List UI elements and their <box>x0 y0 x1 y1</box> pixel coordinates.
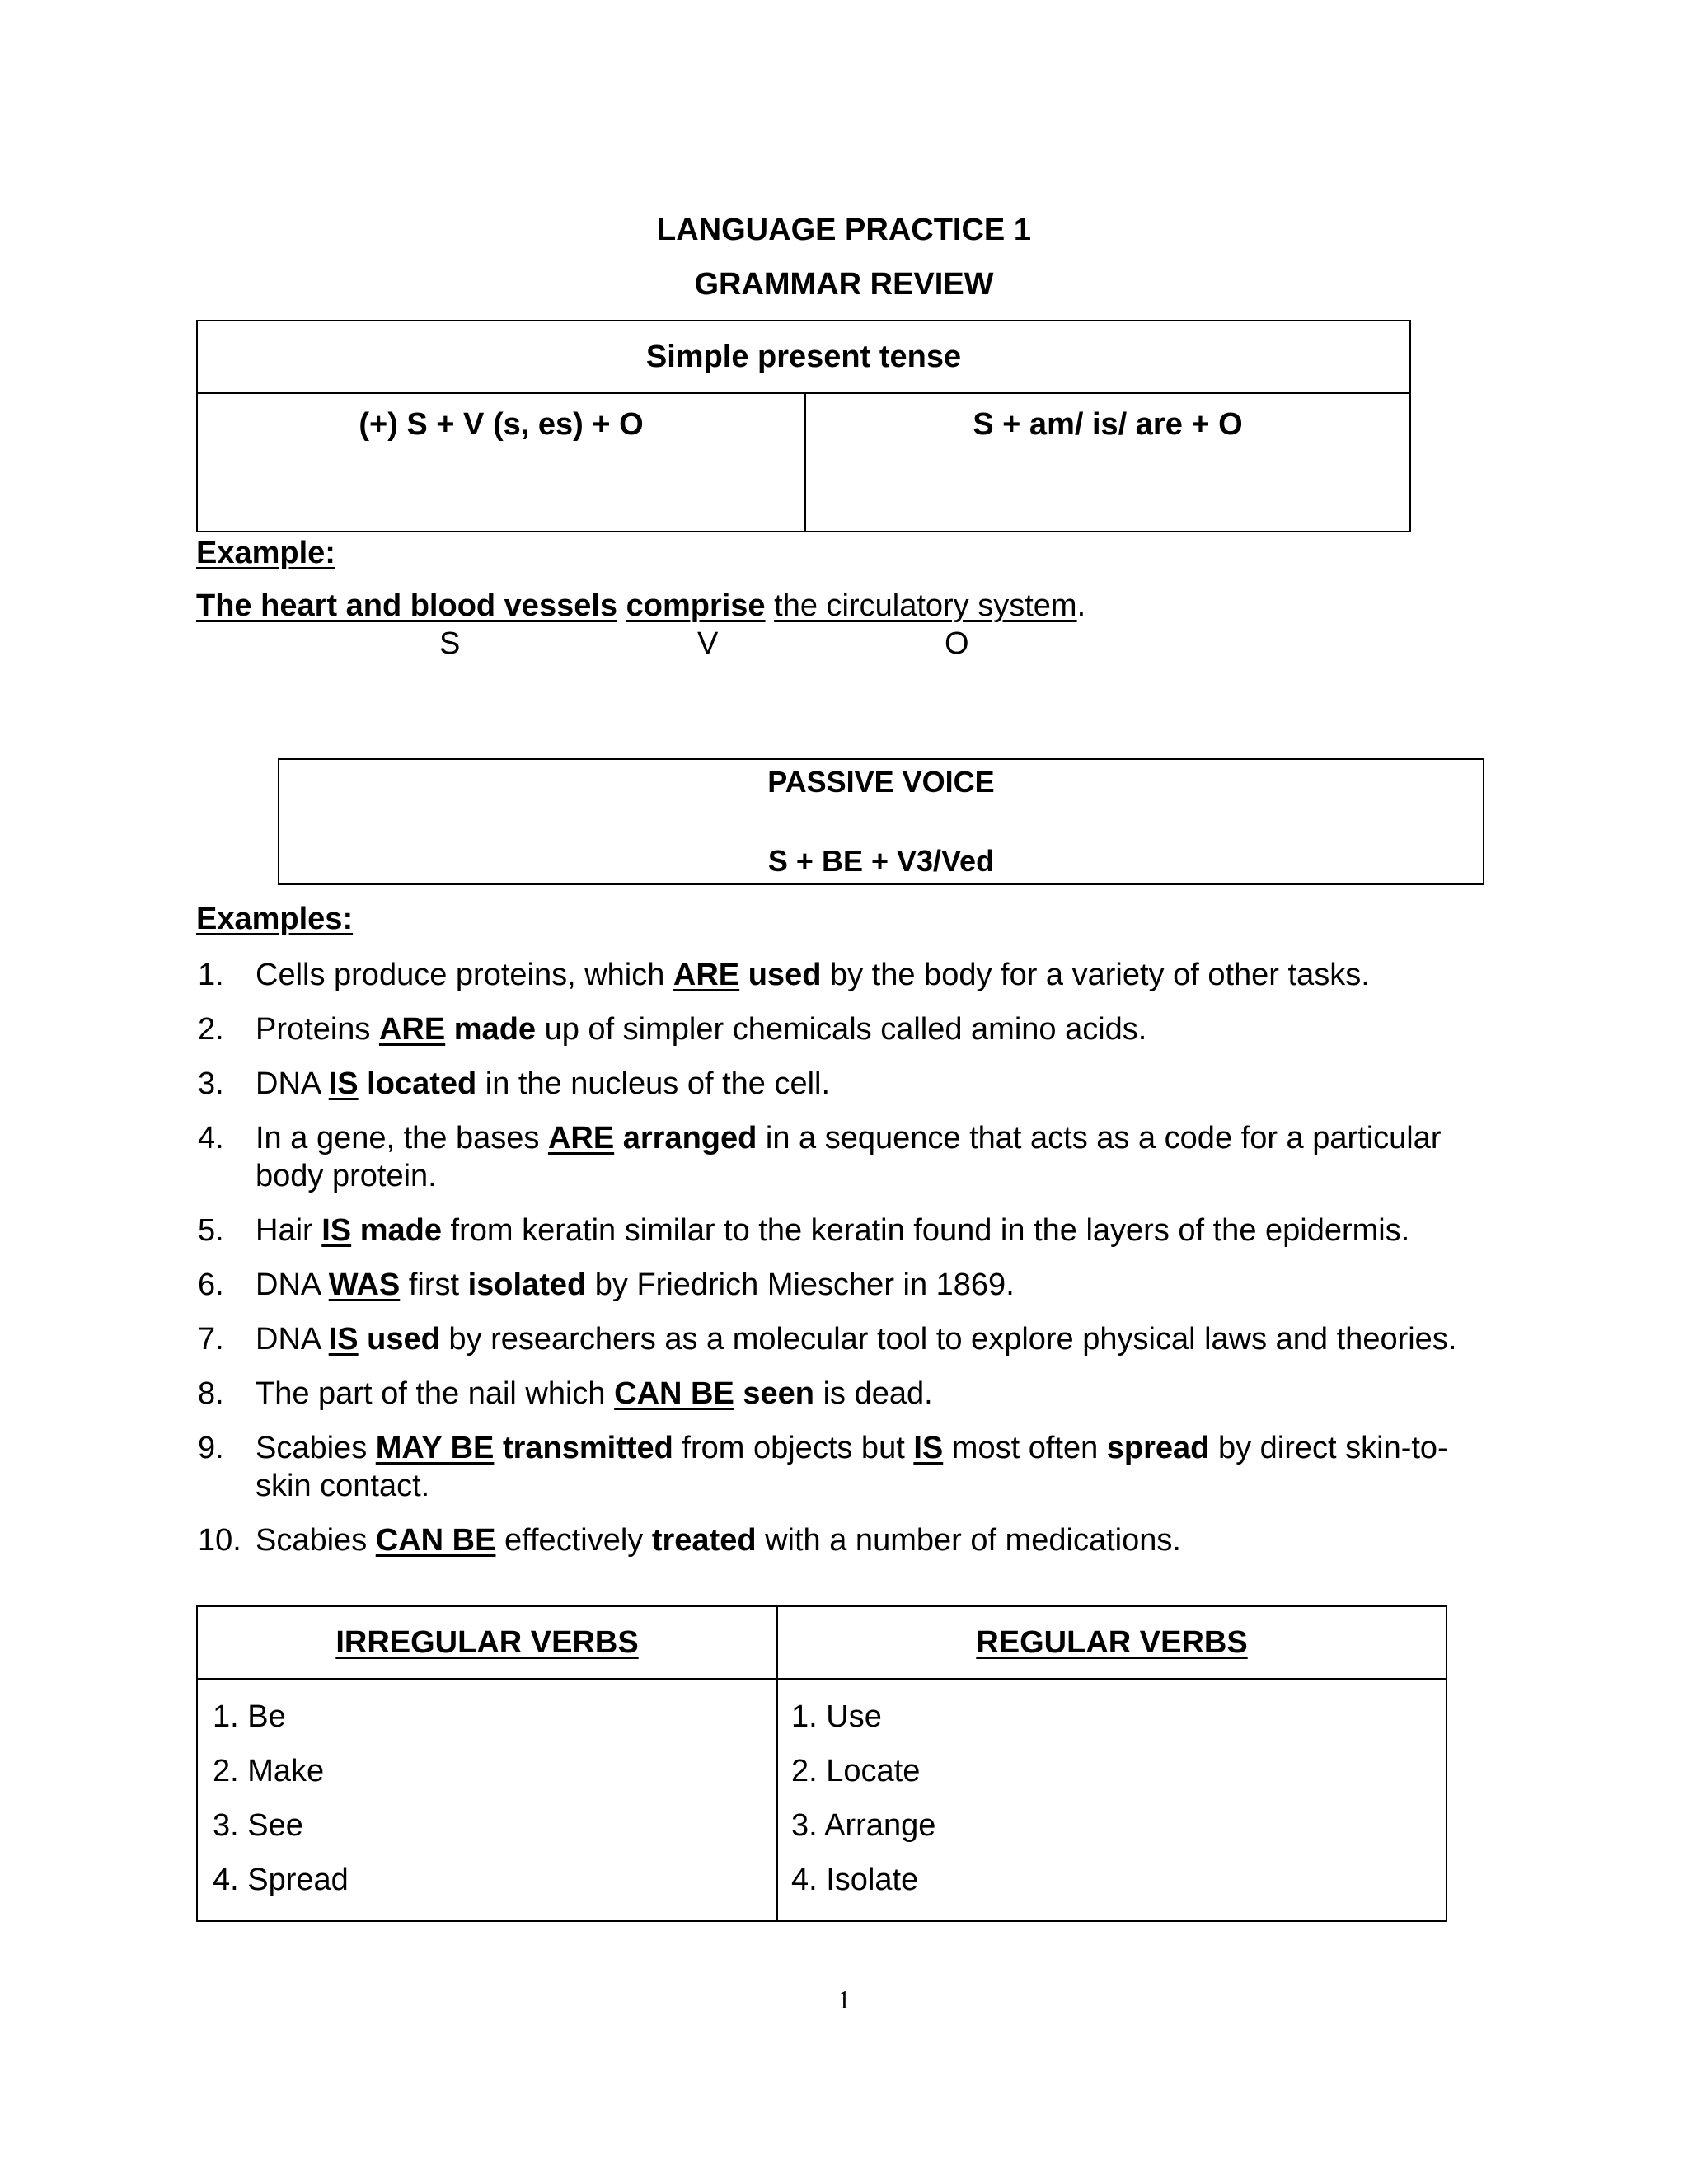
auxiliary-verb: ARE <box>673 958 740 992</box>
past-participle: arranged <box>622 1121 757 1155</box>
text-segment <box>734 1376 743 1411</box>
text-segment: The part of the nail which <box>256 1376 615 1411</box>
list-item <box>198 1429 1492 1505</box>
text-segment <box>445 1012 454 1047</box>
verbs-table <box>196 1605 1447 1922</box>
past-participle: isolated <box>467 1268 587 1302</box>
list-item: 2. Locate <box>791 1754 921 1788</box>
text-segment: effectively <box>495 1523 652 1558</box>
example-period: . <box>1076 588 1086 623</box>
text-segment: from keratin similar to the keratin found in the layers of the epidermis. <box>441 1213 1410 1248</box>
text-segment: Hair <box>256 1213 322 1248</box>
regular-verbs-cell <box>777 1679 1447 1921</box>
irregular-verbs-cell <box>197 1679 777 1921</box>
text-segment <box>351 1213 360 1248</box>
past-participle: transmitted <box>502 1431 673 1465</box>
list-item <box>198 1266 1492 1304</box>
page-title: LANGUAGE PRACTICE 1 <box>657 213 1031 247</box>
label-subject: S <box>439 626 461 661</box>
list-item: 2. Make <box>213 1754 325 1788</box>
text-segment: In a gene, the bases <box>256 1121 548 1155</box>
list-item <box>198 1065 1492 1103</box>
auxiliary-verb: CAN BE <box>375 1523 496 1558</box>
text-segment: in the nucleus of the cell. <box>476 1066 831 1101</box>
example-subject: The heart and blood vessels <box>196 588 618 623</box>
past-participle: seen <box>743 1376 815 1411</box>
item-number: 3. <box>198 1066 224 1101</box>
auxiliary-verb: ARE <box>547 1121 615 1155</box>
list-item: 4. Spread <box>213 1863 349 1897</box>
list-item: 1. Be <box>213 1699 286 1734</box>
text-segment: Proteins <box>256 1012 379 1047</box>
affirmative-formula: (+) S + V (s, es) + O <box>197 393 805 532</box>
page-number: 1 <box>837 1985 851 2014</box>
text-segment: DNA <box>256 1268 329 1302</box>
simple-present-header: Simple present tense <box>197 321 1410 393</box>
label-verb: V <box>697 626 719 661</box>
list-item <box>198 1320 1492 1358</box>
item-number: 8. <box>198 1376 224 1411</box>
example-sentence <box>196 588 1085 624</box>
past-participle: made <box>359 1213 442 1248</box>
text-segment: first <box>400 1268 468 1302</box>
past-participle: treated <box>651 1523 757 1558</box>
text-segment <box>739 958 748 992</box>
regular-verbs-header <box>777 1606 1447 1679</box>
text-segment: Scabies <box>256 1431 376 1465</box>
text-segment: DNA <box>256 1322 329 1357</box>
irregular-verbs-header <box>197 1606 777 1679</box>
text-segment: in a sequence that acts as a code for a particular body protein. <box>256 1121 1442 1193</box>
auxiliary-verb: IS <box>321 1213 352 1248</box>
irregular-verbs-header-text: IRREGULAR VERBS <box>335 1624 639 1660</box>
list-item: 1. Use <box>791 1699 882 1734</box>
example-heading: Example: <box>196 536 335 570</box>
list-item <box>198 1212 1492 1249</box>
auxiliary-verb: CAN BE <box>614 1376 734 1411</box>
example-verb: comprise <box>626 588 766 623</box>
item-number: 1. <box>198 958 224 992</box>
list-item <box>198 1521 1492 1559</box>
passive-voice-formula: S + BE + V3/Ved <box>767 844 995 878</box>
text-segment: with a number of medications. <box>756 1523 1181 1558</box>
past-participle: used <box>748 958 822 992</box>
past-participle: made <box>453 1012 537 1047</box>
list-item <box>198 1010 1492 1048</box>
text-segment: by direct skin-to-skin contact. <box>256 1431 1448 1503</box>
list-item: 4. Isolate <box>791 1863 919 1897</box>
text-segment: Scabies <box>256 1523 376 1558</box>
text-segment: by researchers as a molecular tool to explore physical laws and theories. <box>439 1322 1457 1357</box>
item-number: 7. <box>198 1322 224 1357</box>
text-segment: up of simpler chemicals called amino acids. <box>536 1012 1147 1047</box>
example-object: the circulatory system <box>774 588 1077 623</box>
auxiliary-verb: IS <box>328 1066 359 1101</box>
text-segment: by Friedrich Miescher in 1869. <box>586 1268 1015 1302</box>
text-segment <box>614 1121 623 1155</box>
auxiliary-verb: IS <box>913 1431 944 1465</box>
list-item: 3. Arrange <box>791 1808 936 1843</box>
auxiliary-verb: WAS <box>328 1268 401 1302</box>
item-number: 2. <box>198 1012 224 1047</box>
simple-present-table <box>196 320 1411 532</box>
item-number: 5. <box>198 1213 224 1248</box>
text-segment: most often <box>943 1431 1107 1465</box>
text-segment <box>359 1322 368 1357</box>
page-subtitle: GRAMMAR REVIEW <box>694 267 994 302</box>
item-number: 6. <box>198 1268 224 1302</box>
passive-voice-header: PASSIVE VOICE <box>767 765 995 799</box>
text-segment: from objects but <box>673 1431 914 1465</box>
passive-voice-box <box>278 758 1484 885</box>
text-segment: is dead. <box>814 1376 933 1411</box>
text-segment <box>494 1431 503 1465</box>
examples-list <box>198 956 1492 1576</box>
tobe-formula: S + am/ is/ are + O <box>805 393 1410 532</box>
text-segment <box>359 1066 368 1101</box>
list-item <box>198 956 1492 994</box>
examples-heading: Examples: <box>196 902 354 936</box>
auxiliary-verb: IS <box>328 1322 359 1357</box>
list-item: 3. See <box>213 1808 303 1843</box>
past-participle: spread <box>1106 1431 1210 1465</box>
label-object: O <box>945 626 969 661</box>
item-number: 10. <box>198 1523 241 1558</box>
auxiliary-verb: ARE <box>378 1012 446 1047</box>
past-participle: located <box>367 1066 477 1101</box>
regular-verbs-header-text: REGULAR VERBS <box>976 1624 1248 1660</box>
list-item <box>198 1375 1492 1413</box>
text-segment: DNA <box>256 1066 329 1101</box>
auxiliary-verb: MAY BE <box>375 1431 495 1465</box>
list-item <box>198 1119 1492 1195</box>
past-participle: used <box>367 1322 440 1357</box>
item-number: 4. <box>198 1121 224 1155</box>
text-segment: Cells produce proteins, which <box>256 958 673 992</box>
item-number: 9. <box>198 1431 224 1465</box>
text-segment: by the body for a variety of other tasks. <box>821 958 1370 992</box>
